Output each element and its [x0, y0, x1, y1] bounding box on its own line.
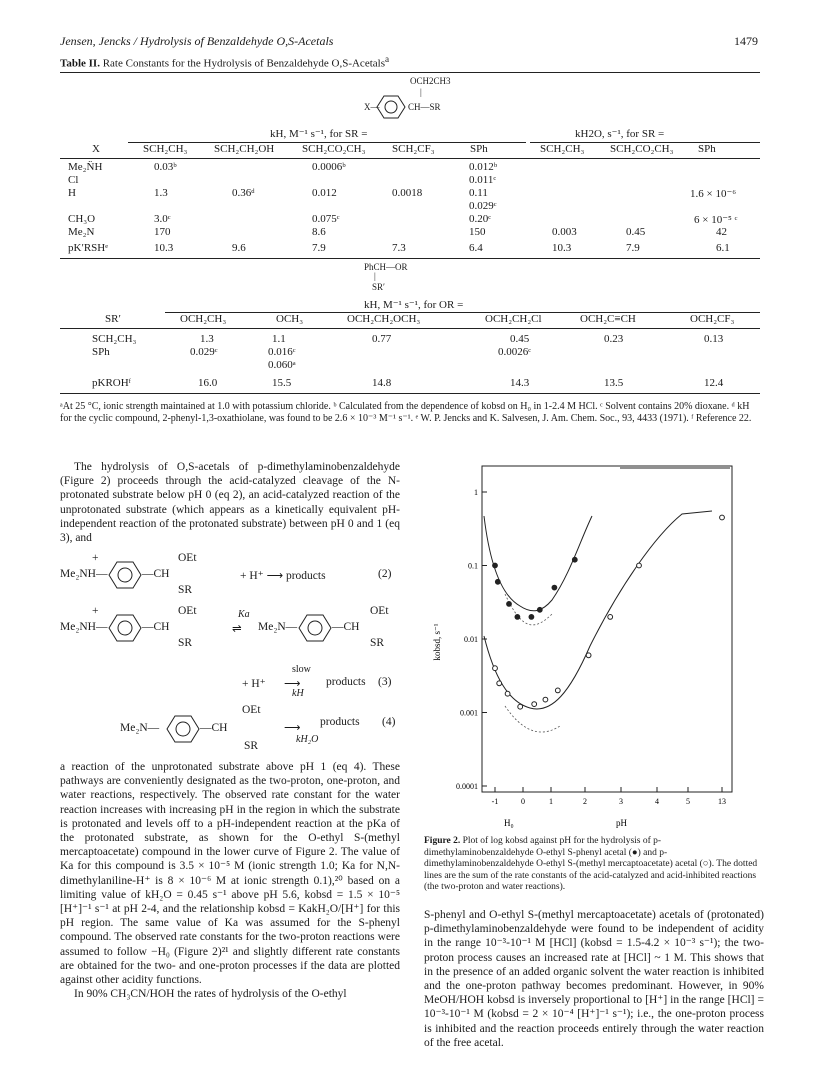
table-top-rule [60, 72, 760, 73]
x-tick-label: 2 [583, 797, 587, 806]
y-tick-label: 0.1 [468, 561, 478, 571]
x-tick-label: 4 [655, 797, 659, 806]
col-header: OCH₂CH₂Cl [485, 313, 542, 325]
col-header: SCH₂CO₂CH₃ [610, 143, 674, 155]
table2-group-rule [165, 312, 760, 313]
x-tick-label: 5 [686, 797, 690, 806]
table-caption-text: Rate Constants for the Hydrolysis of Benzaldehyde O,S-Acetals [102, 57, 385, 70]
col-header: OCH₂CF₃ [690, 313, 735, 325]
curve-s-phenyl [484, 516, 592, 611]
col-header: SCH₂CF₃ [392, 143, 435, 155]
col-header: SCH₂CH₃ [143, 143, 188, 155]
data-point-filled [493, 563, 498, 568]
x-axis-label-h0: H₀ [504, 818, 514, 828]
reaction-arrow-icon: ⟶ [284, 678, 301, 690]
x-tick-label: -1 [491, 797, 499, 806]
equation-2: + Me₂NH— —CH OEt SR + H⁺ ⟶ products (2) [60, 552, 392, 596]
running-title: Jensen, Jencks / Hydrolysis of Benzaldehyde O,S-Acetals [60, 34, 334, 48]
group-kh-header: kH, M⁻¹ s⁻¹, for SR = [270, 128, 368, 140]
curve-mercaptoacetate [484, 511, 712, 709]
col-header: OCH₂CH₂OCH₃ [347, 313, 421, 325]
data-point-open [586, 653, 591, 658]
figure-2-plot [420, 456, 760, 832]
equation-3-rate: slow + H⁺ ⟶ kH products (3) [242, 664, 392, 699]
group-kh2o-header: kH2O, s⁻¹, for SR = [575, 128, 665, 140]
data-point-filled [529, 615, 534, 620]
x-axis-label-ph: pH [616, 818, 627, 828]
col-header: SCH₂CO₂CH₃ [302, 143, 366, 155]
col-header-sr: SR′ [105, 313, 121, 325]
y-tick-label: 1 [474, 488, 478, 497]
page-number: 1479 [734, 34, 758, 48]
table1-header-rule [60, 158, 760, 159]
x-tick-label: 13 [718, 797, 726, 806]
col-header: OCH₃ [276, 313, 304, 325]
group2-kh-header: kH, M⁻¹ s⁻¹, for OR = [364, 299, 464, 311]
data-point-open [637, 563, 642, 568]
benzene-ring-icon [298, 613, 332, 643]
x-tick-label: 3 [619, 797, 623, 806]
structure-sr: CH—SR [408, 102, 441, 112]
benzene-ring-icon [108, 560, 142, 590]
data-point-filled [552, 585, 557, 590]
equilibrium-arrow-icon: ⇌ [232, 623, 242, 635]
body-paragraph-2: a reaction of the unprotonated substrate above pH 1 (eq 4). These pathways are conveniently designated as the two-proton, one-proton, and water reactions, respectively. The observed rate constant for the water reaction increases with increasing pH in the region in which the substrate is protonated and levels off to a pH-independent reaction at the pKa of the protonated substrate, as shown for the O-ethyl S-(methyl mercaptoacetate) compound in the lower curve of Figure 2. The value of Ka for this compound is 3.5 × 10⁻⁵ M (ionic strength 1.0; Ka for N,N-dimethylaniline-H⁺ is 8 × 10⁻⁶ M at ionic strength 0.1),²⁰ based on a limiting value of kH₂O = 0.45 s⁻¹ above pH 5.6, kobsd = 1.5 × 10⁻⁵ [H⁺]⁻¹ s⁻¹ at pH 2-4, and the relationship kobsd = KakH₂O/[H⁺] for this pH region. The same value of Ka was assumed for the S-phenyl compound. The observed rate constants for the two-proton reactions were assumed to follow −H₀ (Figure 2)²¹ and slightly different rate constants are obtained for the two- and one-proton processes if the data are plotted against other acidity functions. In 90% CH₃CN/HOH the rates of hydrolysis of the O-ethyl [60, 761, 400, 1001]
data-point-open [518, 704, 523, 709]
benzene-ring-icon [166, 714, 200, 744]
data-point-open [543, 697, 548, 702]
data-point-open [532, 702, 537, 707]
table2-header-rule [60, 328, 760, 329]
data-point-filled [537, 607, 542, 612]
data-point-open [555, 688, 560, 693]
table-caption: Table II. Rate Constants for the Hydrolysis of Benzaldehyde O,S-Acetals$^a$ [60, 54, 390, 70]
col-header-x: X [92, 143, 100, 155]
table-structure-1: OCH2CH3 X— | CH—SR [364, 76, 494, 120]
equation-3-equilibrium: + Me₂NH— —CH OEt SR Ka ⇌ Me₂N— —CH OEt SR [60, 605, 389, 649]
body-paragraph-3: S-phenyl and O-ethyl S-(methyl mercaptoacetate) acetals of (protonated) p-dimethylaminobenzaldehyde were found to be independent of acidity in the range 10⁻³-10⁻¹ M [HCl] (kobsd = 1.5-4.2 × 10⁻³ s⁻¹); the two-proton process causes an increased rate at [HCl] ~ 1 M. This shows that in the presence of an added organic solvent the water reaction is inhibited and the one-proton pathway becomes predominant. However, in 90% MeOH/HOH kobsd is inversely proportional to [H⁺] in the range [HCl] = 10⁻³-10⁻¹ M (kobsd = 2 × 10⁻⁴ [H⁺]⁻¹ s⁻¹); i.e., the one-proton process is inhibited and the reaction proceeds entirely through the water reaction of the free acetal. [424, 909, 764, 1049]
table2-bottom-rule [60, 393, 760, 394]
data-point-open [493, 666, 498, 671]
y-axis-label: kobsd, s⁻¹ [432, 623, 442, 661]
figure-caption-label: Figure 2. [424, 836, 461, 846]
structure-ethoxy: OCH2CH3 [410, 76, 451, 86]
y-tick-label: 0.01 [464, 635, 478, 644]
col-header: SPh [698, 143, 716, 155]
data-point-open [497, 681, 502, 686]
y-tick-label: 0.001 [460, 708, 478, 718]
reaction-arrow-icon: ⟶ [284, 722, 307, 734]
table1-bottom-rule [60, 258, 760, 259]
y-tick-label: 0.0001 [456, 782, 478, 791]
col-header: OCH₂C≡CH [580, 313, 636, 325]
data-point-open [720, 515, 725, 520]
data-point-filled [515, 615, 520, 620]
benzene-ring-icon [108, 613, 142, 643]
benzene-ring-icon [376, 94, 406, 120]
figure-caption-text: Plot of log kobsd against pH for the hydrolysis of p-dimethylaminobenzaldehyde O-ethyl S-phenyl acetal (●) and p-dimethylaminobenzaldehyde O-ethyl S-(methyl mercaptoacetate) acetal (○). The dotted lines are the sum of the rate constants of the acid-catalyzed and acid-inhibited reactions (the two-proton and water reactions). [424, 836, 758, 892]
figure-caption [424, 836, 764, 894]
col-header: SCH₂CH₂OH [214, 143, 275, 155]
col-header: OCH₂CH₃ [180, 313, 227, 325]
data-point-filled [495, 579, 500, 584]
running-header [60, 34, 758, 49]
table-caption-label: Table II. [60, 57, 100, 70]
data-point-open [608, 615, 613, 620]
col-header: SCH₂CH₃ [540, 143, 585, 155]
body-paragraph-1: The hydrolysis of O,S-acetals of p-dimethylaminobenzaldehyde (Figure 2) proceeds through the acid-catalyzed cleavage of the N-protonated substrate below pH 0 (eq 2), an acid-catalyzed reaction of the unprotonated substrate (which appears as a kinetically equivalent pH-independent reaction of the protonated substrate) between pH 0 and 1 (eq 3), and [60, 461, 400, 545]
data-point-filled [507, 602, 512, 607]
table-structure-2: PhCH—OR | SR′ [364, 262, 408, 292]
structure-x: X— [364, 102, 380, 112]
data-point-filled [572, 557, 577, 562]
x-tick-label: 1 [549, 797, 553, 806]
col-header: SPh [470, 143, 488, 155]
x-tick-label: 0 [521, 797, 525, 806]
equation-4: Me₂N— —CH OEt SR ⟶ products kH₂O (4) [120, 704, 396, 752]
data-point-open [505, 691, 510, 696]
x-axis-ticks [492, 787, 726, 806]
table-footnotes: ᵃAt 25 °C, ionic strength maintained at 1.0 with potassium chloride. ᵇ Calculated from the dependence of kobsd on H₀ in 1-2.4 M HCl. ᶜ Solvent contains 20% dioxane. ᵈ kH for the cyclic compound, 2-phenyl-1,3-oxathiolane, was found to be 2.6 × 10⁻³ M⁻¹ s⁻¹. ᵉ W. P. Jencks and K. Salvesen, J. Am. Chem. Soc., 93, 4433 (1971). ᶠ Reference 22. [60, 401, 752, 424]
plot-frame [482, 466, 732, 792]
dotted-sum-lower [505, 706, 560, 732]
